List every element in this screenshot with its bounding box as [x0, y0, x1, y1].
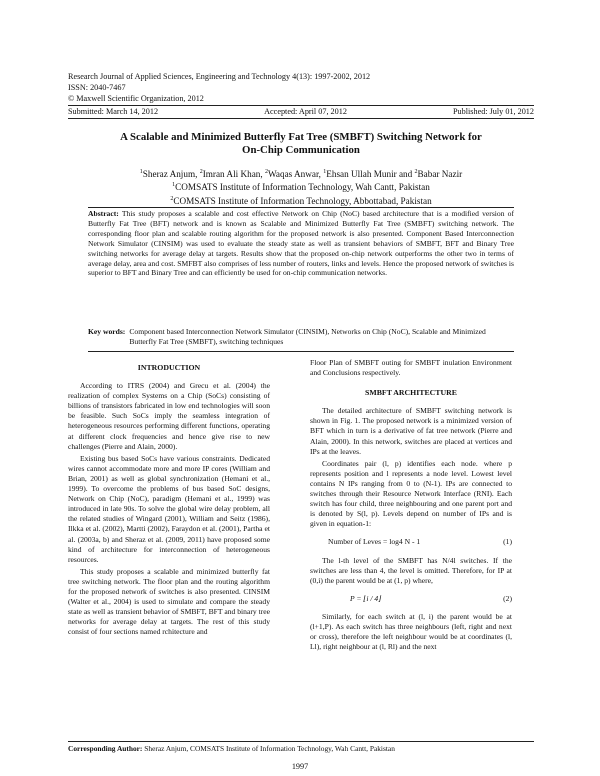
footer-rule: [68, 741, 534, 742]
keywords: [88, 327, 514, 347]
arch-paragraph-4: Similarly, for each switch at (l, i) the parent would be at (l+1,P). As each switch has three neighbours (left, right and next or cross), therefore the left neighbour would be at coordinates (l, Ll), right neighbour at (l, Rl) and the next: [310, 611, 512, 652]
keywords-rule: [88, 351, 514, 352]
affiliation-2: $^2$COMSATS Institute of Information Technology, Abbottabad, Pakistan: [170, 195, 432, 206]
corresponding-author: [68, 744, 534, 753]
submitted-date: Submitted: March 14, 2012: [68, 107, 159, 116]
copyright: © Maxwell Scientific Organization, 2012: [68, 94, 204, 103]
title-line-2: On-Chip Communication: [242, 144, 360, 156]
abstract-text: This study proposes a scalable and cost effective Network on Chip (NoC) based architecture that is a modified version of Butterfly Fat Tree (BFT) network and is known as Scalable and Minimized Butterfly Fat Tree (SMBFT) switching network. The corresponding floor plan and scalable routing algorithm for the proposed network is also presented. Component Based Interconnection Network Simulator (CINSIM) was used to evaluate the steady state as well as transient behaviors of SMBFT, BFT and Binary Tree switching networks for average delay at targets. Results show that the proposed on-chip network outperforms the other two in terms of average delay, area and cost. SMFBT also comprises of less number of routers, links and levels. Hence the proposed network of switches is superior to BFT and Binary Tree and can efficiently be used for on-chip communication networks.: [88, 209, 514, 278]
accepted-date: Accepted: April 07, 2012: [264, 107, 347, 116]
arch-paragraph-2: Coordinates pair (l, p) identifies each node. where p represents position and l represents a node level. Lowest level contains N IPs ranging from 0 to (N-1). IPs are connected to switches through their Resource Network Interface (RNI). Each switch has four child, three neighbouring and one parent port and is denoted by S(l, p). Levels depend on number of IPs and is given in equation-1:: [310, 458, 512, 529]
equation-2: [310, 594, 512, 604]
page-number: 1997: [291, 762, 309, 771]
intro-heading: INTRODUCTION: [137, 363, 201, 372]
intro-paragraph-1: According to ITRS (2004) and Grecu et al. (2004) the realization of complex Systems on a Chip (SoCs) consisting of billions of transistors fabricated in low end technologies will soon be feasible. Such SoCs imply the seamless integration of heterogeneous resources performing different functions, operating at different clock frequencies and hence give rise to new challenges (Pierre and Alain, 2000).: [68, 381, 270, 451]
paper-title: [68, 131, 534, 157]
corresponding-text: Sheraz Anjum, COMSATS Institute of Information Technology, Wah Cantt, Pakistan: [144, 744, 395, 753]
arch-paragraph-1: The detailed architecture of SMBFT switching network is shown in Fig. 1. The proposed network is a minimized version of BFT which in turn is a derivative of fat tree network (Pierre and Alain, 2000). In this network, switches are placed at vertices and IPs at the leaves.: [310, 406, 512, 456]
dates-row: [68, 107, 534, 116]
keywords-text: Component based Interconnection Network Simulator (CINSIM), Networks on Chip (NoC), Scalable and Minimized Butterfly Fat Tree (SMBFT), switching techniques: [129, 327, 486, 346]
left-column: [68, 361, 270, 639]
keywords-label: Key words:: [88, 327, 126, 336]
equation-1-number: (1): [503, 537, 512, 547]
equation-1-body: Number of Leves = log4 N - 1: [328, 537, 421, 547]
journal-citation: Research Journal of Applied Sciences, Engineering and Technology 4(13): 1997-2002, 2012: [68, 72, 371, 81]
right-continuation: Floor Plan of SMBFT outing for SMBFT inulation Environment and Conclusions respectively.: [310, 358, 512, 378]
right-column: [310, 358, 512, 654]
architecture-heading: SMBFT ARCHITECTURE: [365, 388, 457, 398]
equation-1: [310, 537, 512, 547]
header-rule-bottom: [68, 118, 534, 119]
abstract-rule-top: [88, 207, 514, 208]
intro-paragraph-2: Existing bus based SoCs have various constraints. Dedicated wires cannot accommodate more and more IP cores (William and Brian, 2001) as well as global synchronization (Hemani et al., 1999). To overcome the problems of bus based SoC designs, Network on Chip (NoC), paradigm (Hemani et al., 1999) was introduced in late 90s. To solve the global wire delay problem, all the related studies of Wingard (2001), William and Seitz (1986), Ilkka et al. (2002), Martti (2002), Faraydon et al. (2001), Partha et al. (2003a, b) and Sheraz et al. (2009, 2011) have proposed some kind of architecture for interconnection of heterogeneous resources.: [68, 453, 270, 564]
published-date: Published: July 01, 2012: [453, 107, 534, 116]
header-rule-top: [68, 105, 534, 106]
author-block: [68, 167, 534, 207]
abstract: [88, 209, 514, 278]
title-line-1: A Scalable and Minimized Butterfly Fat Tree (SMBFT) Switching Network for: [120, 131, 482, 143]
author-names: $^1$Sheraz Anjum, $^2$Imran Ali Khan, $^2$Waqas Anwar, $^1$Ehsan Ullah Munir and $^2$Babar Nazir: [139, 169, 463, 180]
arch-paragraph-3: The l-th level of the SMBFT has N/4l switches. If the switches are less than 4, the level is omitted. Therefore, for IP at (0,i) the parent would be at (1, p) where,: [310, 555, 512, 585]
affiliation-1: $^1$COMSATS Institute of Information Technology, Wah Cantt, Pakistan: [172, 182, 430, 193]
equation-2-body: P = ⌊i / 4⌋: [350, 593, 382, 603]
issn: ISSN: 2040-7467: [68, 83, 126, 92]
abstract-label: Abstract:: [88, 209, 119, 218]
corresponding-label: Corresponding Author:: [68, 744, 143, 753]
equation-2-number: (2): [503, 593, 512, 603]
intro-paragraph-3: This study proposes a scalable and minimized butterfly fat tree switching network. The floor plan and the routing algorithm for the proposed network of switches is also presented. CINSIM (Walter et al., 2004) is used to simulate and compare the steady state as well as transient behavior of SMBFT, BFT and binary tree networks for average delay at targets. The rest of this study consist of four sections named rchitecture and: [68, 566, 270, 637]
